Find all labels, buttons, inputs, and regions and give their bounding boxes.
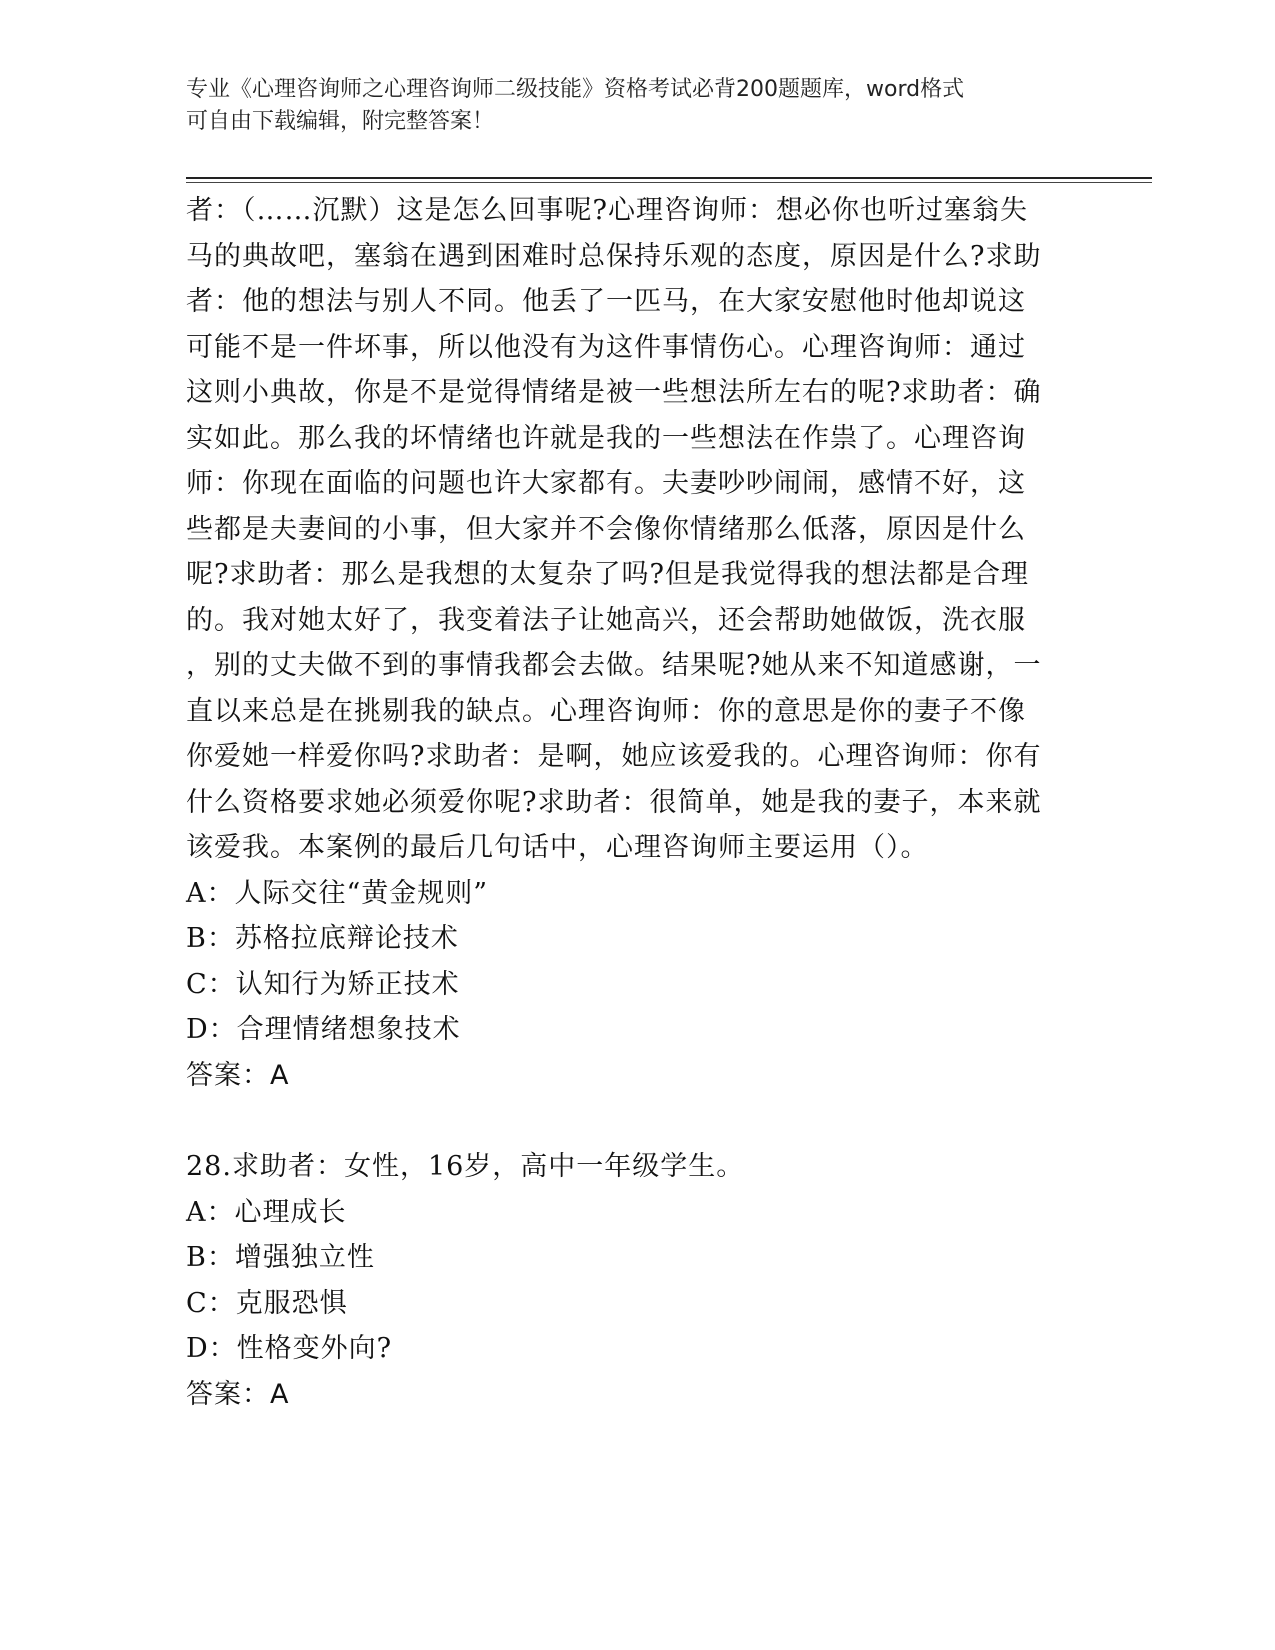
question-27-stem-line: 者：他的想法与别人不同。他丢了一匹马，在大家安慰他时他却说这 (186, 286, 1026, 317)
question-27-stem-line: 些都是夫妻间的小事，但大家并不会像你情绪那么低落，原因是什么 (186, 513, 1026, 545)
question-28-option-d: D：性格变外向? (186, 1333, 393, 1364)
question-27-stem-line: 者：（……沉默）这是怎么回事呢?心理咨询师：想必你也听过塞翁失 (186, 195, 1028, 226)
question-28 (186, 1144, 1076, 1417)
question-27-stem-line: 直以来总是在挑剔我的缺点。心理咨询师：你的意思是你的妻子不像 (186, 695, 1026, 727)
question-27-stem-line: 实如此。那么我的坏情绪也许就是我的一些想法在作祟了。心理咨询 (186, 422, 1026, 454)
header-divider-thin (186, 182, 1152, 183)
question-28-option-b: B：增强独立性 (186, 1242, 375, 1273)
question-27-option-d: D：合理情绪想象技术 (186, 1014, 461, 1045)
question-27-stem-line: 的。我对她太好了，我变着法子让她高兴，还会帮助她做饭，洗衣服 (186, 604, 1026, 636)
question-27-stem-line: 师：你现在面临的问题也许大家都有。夫妻吵吵闹闹，感情不好，这 (186, 468, 1026, 499)
header-divider-thick (186, 177, 1152, 179)
page-header (186, 74, 1066, 138)
question-27-stem-line: 马的典故吧，塞翁在遇到困难时总保持乐观的态度，原因是什么?求助 (186, 240, 1042, 272)
question-28-option-a: A：心理成长 (186, 1196, 347, 1228)
question-27-stem-line: 这则小典故，你是不是觉得情绪是被一些想法所左右的呢?求助者：确 (186, 377, 1042, 408)
question-spacer (186, 1098, 1076, 1144)
question-27-option-a: A：人际交往“黄金规则” (186, 877, 489, 909)
question-28-option-c: C：克服恐惧 (186, 1287, 348, 1319)
question-28-answer: 答案：A (186, 1378, 290, 1410)
document-body (186, 188, 1076, 1417)
question-27-stem-line: 什么资格要求她必须爱你呢?求助者：很简单，她是我的妻子，本来就 (186, 786, 1042, 818)
question-27-stem-line: ，别的丈夫做不到的事情我都会去做。结果呢?她从来不知道感谢，一 (186, 650, 1042, 681)
question-27-stem-line: 你爱她一样爱你吗?求助者：是啊，她应该爱我的。心理咨询师：你有 (186, 741, 1042, 772)
question-27-stem-line: 可能不是一件坏事，所以他没有为这件事情伤心。心理咨询师：通过 (186, 331, 1026, 363)
question-27-answer: 答案：A (186, 1059, 290, 1091)
question-27-option-c: C：认知行为矫正技术 (186, 968, 460, 1000)
question-27-option-b: B：苏格拉底辩论技术 (186, 923, 459, 954)
header-title-line-2: 可自由下载编辑，附完整答案！ (186, 109, 495, 134)
question-27 (186, 188, 1076, 1098)
header-title-line-1: 专业《心理咨询师之心理咨询师二级技能》资格考试必背200题题库，word格式 (186, 77, 965, 102)
question-28-stem: 28.求助者：女性，16岁，高中一年级学生。 (186, 1151, 745, 1182)
question-27-stem-line: 该爱我。本案例的最后几句话中，心理咨询师主要运用（）。 (186, 832, 929, 863)
question-27-stem-line: 呢?求助者：那么是我想的太复杂了吗?但是我觉得我的想法都是合理 (186, 559, 1029, 590)
